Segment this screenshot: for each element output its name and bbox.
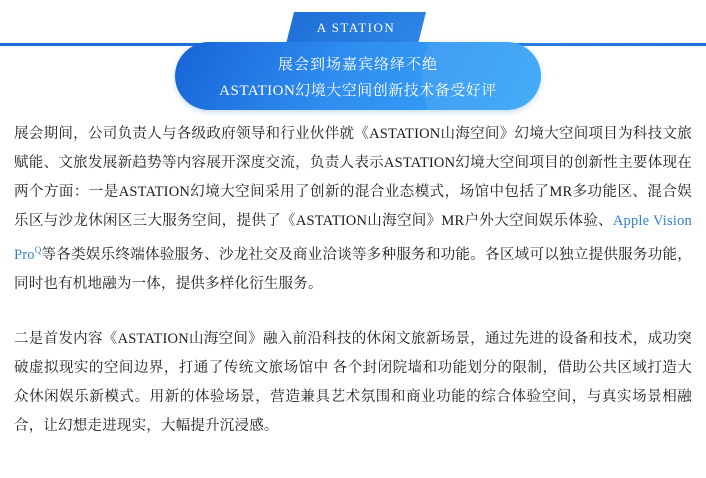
paragraph-1-text-after-link: 等各类娱乐终端体验服务、沙龙社交及商业洽谈等多种服务和功能。各区域可以独立提供服务功能，同时也有机地融为一体，提供多样化衍生服务。 xyxy=(14,246,692,292)
page-header xyxy=(0,0,706,120)
article-body xyxy=(0,120,706,441)
apple-vision-pro-link[interactable]: Apple Vision Pro xyxy=(14,213,692,263)
brand-tab-label: A STATION xyxy=(316,20,396,35)
hero-banner-line-2: ASTATION幻境大空间创新技术备受好评 xyxy=(219,82,497,99)
paragraph-1 xyxy=(14,120,692,299)
paragraph-2: 二是首发内容《ASTATION山海空间》融入前沿科技的休闲文旅新场景，通过先进的设备和技术，成功突破虚拟现实的空间边界，打通了传统文旅场馆中 各个封闭院墙和功能划分的限制，借助公共区域打造大众休闲娱乐新模式。用新的体验场景，营造兼具艺术氛围和商业功能的综合体验空间，与真实场景相融合，让幻想走进现实，大幅提升沉浸感。 xyxy=(14,330,692,434)
search-marker-icon: Q xyxy=(34,245,42,255)
paragraph-1-text-before-link: 展会期间，公司负责人与各级政府领导和行业伙伴就《ASTATION山海空间》幻境大空间项目为科技文旅赋能、文旅发展新趋势等内容展开深度交流，负责人表示ASTATION幻境大空间项目的创新性主要体现在两个方面：一是ASTATION幻境大空间采用了创新的混合业态模式，场馆中包括了MR多功能区、混合娱乐区与沙龙休闲区三大服务空间，提供了《ASTATION山海空间》MR户外大空间娱乐体验、 xyxy=(14,126,692,229)
hero-banner-text xyxy=(175,42,541,110)
hero-banner-line-1: 展会到场嘉宾络绎不绝 xyxy=(277,56,438,73)
